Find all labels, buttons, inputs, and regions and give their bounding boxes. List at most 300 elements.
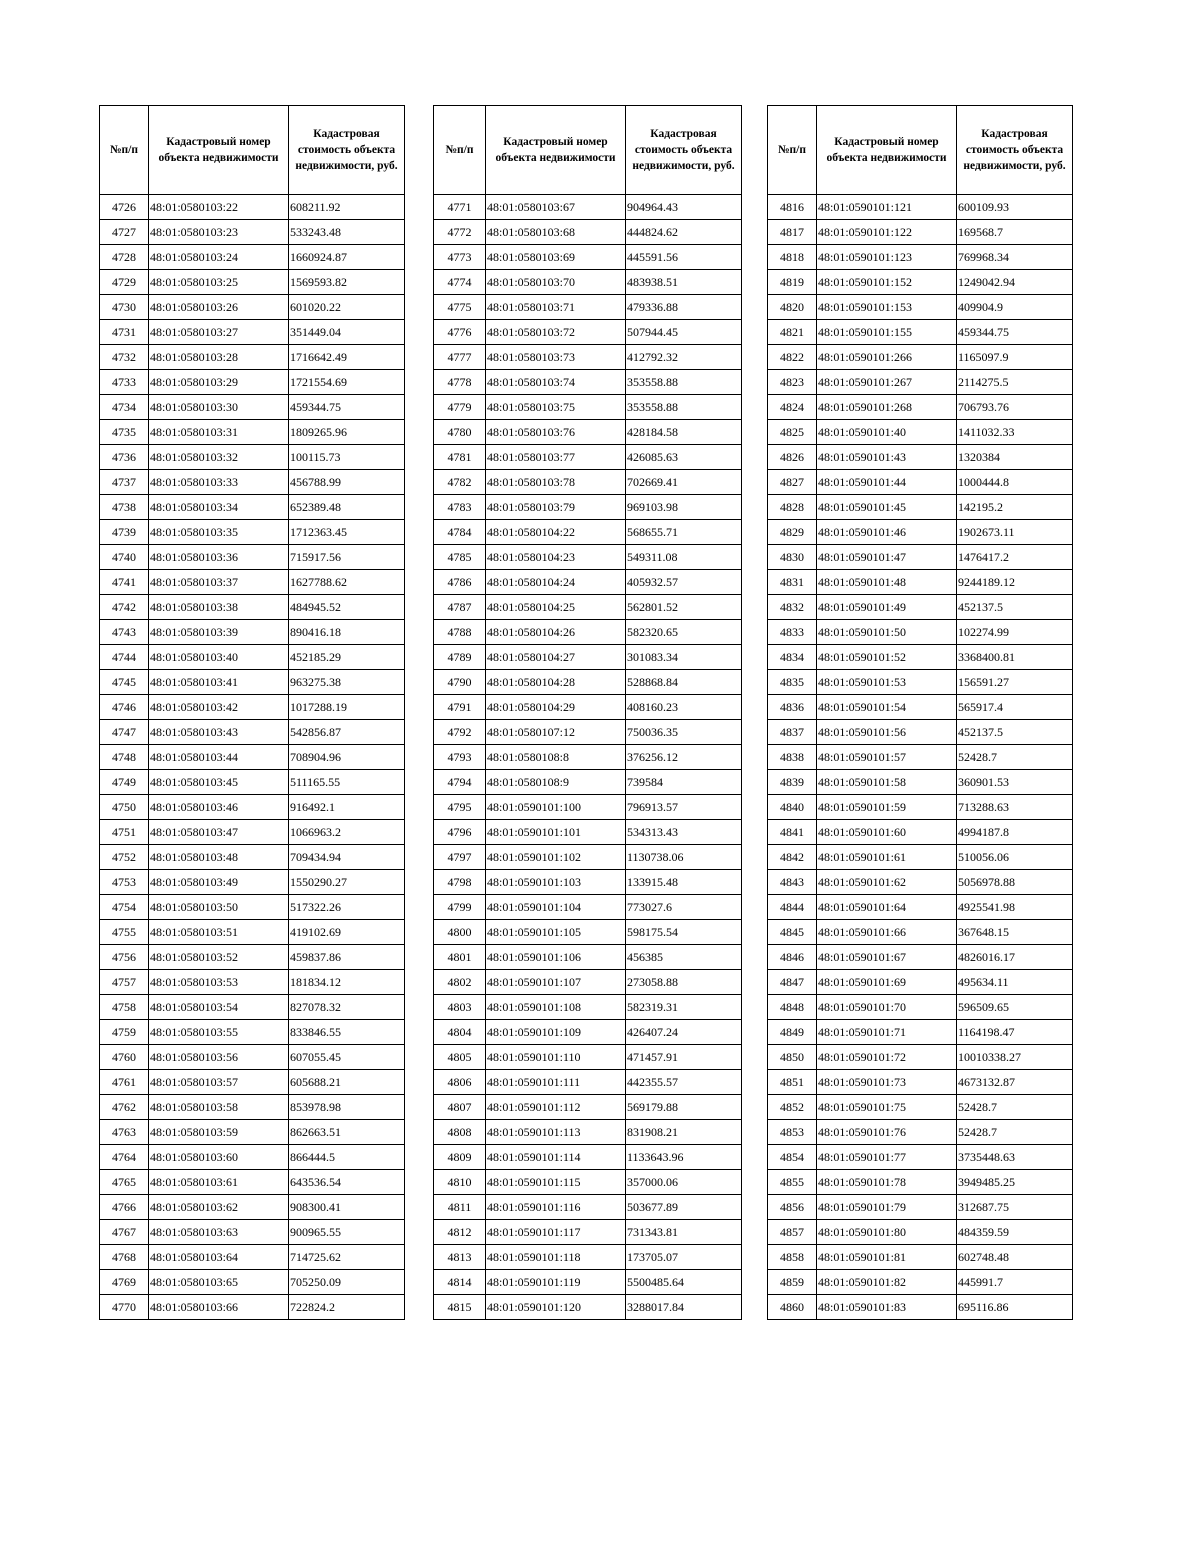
cadastral-value: 652389.48 (289, 495, 405, 520)
table-row (100, 770, 405, 795)
row-number: 4839 (768, 770, 817, 795)
cadastral-number: 48:01:0590101:61 (817, 845, 957, 870)
row-number: 4844 (768, 895, 817, 920)
table-row (768, 645, 1073, 670)
cadastral-number: 48:01:0580103:28 (149, 345, 289, 370)
cadastral-number: 48:01:0580103:58 (149, 1095, 289, 1120)
cadastral-number: 48:01:0580103:35 (149, 520, 289, 545)
row-number: 4808 (434, 1120, 486, 1145)
cadastral-number: 48:01:0580103:36 (149, 545, 289, 570)
cadastral-number: 48:01:0590101:152 (817, 270, 957, 295)
table-row (100, 1020, 405, 1045)
cadastral-number: 48:01:0590101:103 (486, 870, 626, 895)
table-row (768, 570, 1073, 595)
row-number: 4845 (768, 920, 817, 945)
cadastral-number: 48:01:0580103:67 (486, 195, 626, 220)
row-number: 4774 (434, 270, 486, 295)
cadastral-number: 48:01:0580103:56 (149, 1045, 289, 1070)
table-row (768, 495, 1073, 520)
cadastral-value: 503677.89 (626, 1195, 742, 1220)
cadastral-value: 1627788.62 (289, 570, 405, 595)
table-row (434, 370, 742, 395)
row-number: 4747 (100, 720, 149, 745)
table-row (434, 895, 742, 920)
row-number: 4743 (100, 620, 149, 645)
table-row (434, 570, 742, 595)
table-row (768, 320, 1073, 345)
cadastral-value: 9244189.12 (957, 570, 1073, 595)
cadastral-value: 534313.43 (626, 820, 742, 845)
row-number: 4760 (100, 1045, 149, 1070)
cadastral-value: 426407.24 (626, 1020, 742, 1045)
table-row (434, 420, 742, 445)
table-row (100, 470, 405, 495)
cadastral-number: 48:01:0580103:75 (486, 395, 626, 420)
cadastral-number: 48:01:0580103:45 (149, 770, 289, 795)
cadastral-number: 48:01:0580103:53 (149, 970, 289, 995)
table-body (768, 195, 1073, 1320)
cadastral-value: 582319.31 (626, 995, 742, 1020)
row-number: 4848 (768, 995, 817, 1020)
cadastral-value: 4925541.98 (957, 895, 1073, 920)
cadastral-value: 1550290.27 (289, 870, 405, 895)
cadastral-table-2 (433, 105, 742, 1320)
table-row (768, 620, 1073, 645)
cadastral-number: 48:01:0590101:122 (817, 220, 957, 245)
cadastral-value: 5056978.88 (957, 870, 1073, 895)
row-number: 4822 (768, 345, 817, 370)
row-number: 4755 (100, 920, 149, 945)
cadastral-value: 483938.51 (626, 270, 742, 295)
cadastral-number: 48:01:0590101:104 (486, 895, 626, 920)
row-number: 4838 (768, 745, 817, 770)
row-number: 4850 (768, 1045, 817, 1070)
row-number: 4751 (100, 820, 149, 845)
row-number: 4788 (434, 620, 486, 645)
header-cadastral-value: Кадастровая стоимость объекта недвижимости, руб. (626, 106, 742, 195)
cadastral-value: 419102.69 (289, 920, 405, 945)
row-number: 4852 (768, 1095, 817, 1120)
table-row (434, 820, 742, 845)
row-number: 4803 (434, 995, 486, 1020)
cadastral-value: 484359.59 (957, 1220, 1073, 1245)
table-row (768, 420, 1073, 445)
cadastral-number: 48:01:0580104:26 (486, 620, 626, 645)
table-row (434, 920, 742, 945)
cadastral-value: 353558.88 (626, 370, 742, 395)
row-number: 4860 (768, 1295, 817, 1320)
table-row (100, 1120, 405, 1145)
table-row (768, 695, 1073, 720)
row-number: 4834 (768, 645, 817, 670)
row-number: 4795 (434, 795, 486, 820)
cadastral-value: 1000444.8 (957, 470, 1073, 495)
cadastral-number: 48:01:0580103:59 (149, 1120, 289, 1145)
row-number: 4761 (100, 1070, 149, 1095)
row-number: 4781 (434, 445, 486, 470)
row-number: 4768 (100, 1245, 149, 1270)
row-number: 4787 (434, 595, 486, 620)
cadastral-number: 48:01:0580103:79 (486, 495, 626, 520)
cadastral-number: 48:01:0580108:9 (486, 770, 626, 795)
row-number: 4726 (100, 195, 149, 220)
cadastral-value: 471457.91 (626, 1045, 742, 1070)
cadastral-number: 48:01:0580103:29 (149, 370, 289, 395)
row-number: 4786 (434, 570, 486, 595)
cadastral-value: 715917.56 (289, 545, 405, 570)
cadastral-number: 48:01:0580103:26 (149, 295, 289, 320)
table-row (768, 745, 1073, 770)
table-row (434, 745, 742, 770)
row-number: 4846 (768, 945, 817, 970)
row-number: 4858 (768, 1245, 817, 1270)
cadastral-value: 908300.41 (289, 1195, 405, 1220)
cadastral-number: 48:01:0590101:112 (486, 1095, 626, 1120)
table-row (100, 1170, 405, 1195)
table-row (768, 1245, 1073, 1270)
row-number: 4830 (768, 545, 817, 570)
cadastral-value: 169568.7 (957, 220, 1073, 245)
cadastral-number: 48:01:0580103:27 (149, 320, 289, 345)
row-number: 4749 (100, 770, 149, 795)
cadastral-number: 48:01:0590101:58 (817, 770, 957, 795)
table-row (434, 1295, 742, 1320)
row-number: 4741 (100, 570, 149, 595)
cadastral-value: 569179.88 (626, 1095, 742, 1120)
cadastral-value: 452137.5 (957, 720, 1073, 745)
row-number: 4746 (100, 695, 149, 720)
row-number: 4731 (100, 320, 149, 345)
cadastral-number: 48:01:0580103:57 (149, 1070, 289, 1095)
row-number: 4800 (434, 920, 486, 945)
cadastral-value: 1411032.33 (957, 420, 1073, 445)
cadastral-number: 48:01:0580103:60 (149, 1145, 289, 1170)
row-number: 4824 (768, 395, 817, 420)
cadastral-number: 48:01:0580103:40 (149, 645, 289, 670)
cadastral-number: 48:01:0590101:70 (817, 995, 957, 1020)
table-row (100, 220, 405, 245)
cadastral-value: 456385 (626, 945, 742, 970)
row-number: 4823 (768, 370, 817, 395)
table-row (768, 245, 1073, 270)
cadastral-value: 739584 (626, 770, 742, 795)
header-cadastral-number: Кадастровый номер объекта недвижимости (486, 106, 626, 195)
cadastral-number: 48:01:0580103:71 (486, 295, 626, 320)
cadastral-value: 3368400.81 (957, 645, 1073, 670)
table-row (434, 795, 742, 820)
table-row (100, 445, 405, 470)
cadastral-number: 48:01:0580103:54 (149, 995, 289, 1020)
cadastral-number: 48:01:0590101:44 (817, 470, 957, 495)
cadastral-number: 48:01:0590101:153 (817, 295, 957, 320)
table-row (768, 1195, 1073, 1220)
cadastral-number: 48:01:0590101:111 (486, 1070, 626, 1095)
row-number: 4767 (100, 1220, 149, 1245)
row-number: 4763 (100, 1120, 149, 1145)
cadastral-number: 48:01:0590101:64 (817, 895, 957, 920)
cadastral-value: 866444.5 (289, 1145, 405, 1170)
cadastral-number: 48:01:0590101:43 (817, 445, 957, 470)
table-row (768, 370, 1073, 395)
row-number: 4805 (434, 1045, 486, 1070)
table-row (100, 970, 405, 995)
cadastral-number: 48:01:0580103:68 (486, 220, 626, 245)
cadastral-value: 1249042.94 (957, 270, 1073, 295)
table-row (768, 395, 1073, 420)
row-number: 4738 (100, 495, 149, 520)
cadastral-number: 48:01:0580103:70 (486, 270, 626, 295)
row-number: 4812 (434, 1220, 486, 1245)
table-row (768, 220, 1073, 245)
cadastral-number: 48:01:0590101:267 (817, 370, 957, 395)
cadastral-number: 48:01:0580103:34 (149, 495, 289, 520)
cadastral-value: 426085.63 (626, 445, 742, 470)
row-number: 4732 (100, 345, 149, 370)
cadastral-number: 48:01:0590101:52 (817, 645, 957, 670)
row-number: 4727 (100, 220, 149, 245)
row-number: 4837 (768, 720, 817, 745)
cadastral-number: 48:01:0590101:268 (817, 395, 957, 420)
row-number: 4820 (768, 295, 817, 320)
row-number: 4836 (768, 695, 817, 720)
cadastral-value: 408160.23 (626, 695, 742, 720)
cadastral-value: 833846.55 (289, 1020, 405, 1045)
table-row (100, 1295, 405, 1320)
row-number: 4854 (768, 1145, 817, 1170)
cadastral-value: 827078.32 (289, 995, 405, 1020)
table-row (434, 445, 742, 470)
row-number: 4842 (768, 845, 817, 870)
row-number: 4814 (434, 1270, 486, 1295)
cadastral-number: 48:01:0590101:50 (817, 620, 957, 645)
cadastral-number: 48:01:0580103:51 (149, 920, 289, 945)
row-number: 4825 (768, 420, 817, 445)
row-number: 4783 (434, 495, 486, 520)
table-row (100, 420, 405, 445)
row-number: 4853 (768, 1120, 817, 1145)
cadastral-number: 48:01:0590101:266 (817, 345, 957, 370)
cadastral-number: 48:01:0580103:74 (486, 370, 626, 395)
cadastral-number: 48:01:0590101:116 (486, 1195, 626, 1220)
table-row (768, 545, 1073, 570)
cadastral-number: 48:01:0590101:114 (486, 1145, 626, 1170)
cadastral-number: 48:01:0580103:49 (149, 870, 289, 895)
table-row (100, 495, 405, 520)
cadastral-value: 1716642.49 (289, 345, 405, 370)
row-number: 4859 (768, 1270, 817, 1295)
row-number: 4794 (434, 770, 486, 795)
row-number: 4826 (768, 445, 817, 470)
table-row (768, 920, 1073, 945)
table-row (434, 520, 742, 545)
cadastral-number: 48:01:0590101:83 (817, 1295, 957, 1320)
row-number: 4764 (100, 1145, 149, 1170)
table-row (434, 1070, 742, 1095)
table-row (434, 1245, 742, 1270)
cadastral-value: 643536.54 (289, 1170, 405, 1195)
cadastral-value: 708904.96 (289, 745, 405, 770)
cadastral-number: 48:01:0590101:123 (817, 245, 957, 270)
cadastral-number: 48:01:0580103:38 (149, 595, 289, 620)
table-row (768, 1095, 1073, 1120)
table-row (100, 1070, 405, 1095)
cadastral-value: 459344.75 (289, 395, 405, 420)
table-row (100, 1045, 405, 1070)
cadastral-number: 48:01:0580103:72 (486, 320, 626, 345)
table-row (434, 220, 742, 245)
table-row (434, 720, 742, 745)
cadastral-number: 48:01:0580103:73 (486, 345, 626, 370)
table-row (768, 720, 1073, 745)
cadastral-number: 48:01:0590101:60 (817, 820, 957, 845)
table-row (100, 995, 405, 1020)
cadastral-value: 1320384 (957, 445, 1073, 470)
cadastral-value: 52428.7 (957, 745, 1073, 770)
cadastral-number: 48:01:0590101:59 (817, 795, 957, 820)
cadastral-value: 353558.88 (626, 395, 742, 420)
table-row (768, 1270, 1073, 1295)
table-row (100, 695, 405, 720)
row-number: 4734 (100, 395, 149, 420)
row-number: 4757 (100, 970, 149, 995)
table-row (434, 1270, 742, 1295)
cadastral-value: 904964.43 (626, 195, 742, 220)
cadastral-number: 48:01:0580103:32 (149, 445, 289, 470)
table-row (100, 820, 405, 845)
cadastral-value: 607055.45 (289, 1045, 405, 1070)
cadastral-value: 52428.7 (957, 1095, 1073, 1120)
row-number: 4744 (100, 645, 149, 670)
cadastral-number: 48:01:0590101:155 (817, 320, 957, 345)
table-row (100, 345, 405, 370)
header-cadastral-number: Кадастровый номер объекта недвижимости (817, 106, 957, 195)
row-number: 4793 (434, 745, 486, 770)
row-number: 4754 (100, 895, 149, 920)
cadastral-number: 48:01:0590101:109 (486, 1020, 626, 1045)
cadastral-value: 796913.57 (626, 795, 742, 820)
cadastral-number: 48:01:0590101:48 (817, 570, 957, 595)
cadastral-value: 409904.9 (957, 295, 1073, 320)
row-number: 4737 (100, 470, 149, 495)
table-row (100, 320, 405, 345)
cadastral-value: 102274.99 (957, 620, 1073, 645)
cadastral-value: 750036.35 (626, 720, 742, 745)
row-number: 4847 (768, 970, 817, 995)
row-number: 4776 (434, 320, 486, 345)
cadastral-value: 412792.32 (626, 345, 742, 370)
cadastral-number: 48:01:0580103:52 (149, 945, 289, 970)
cadastral-value: 1164198.47 (957, 1020, 1073, 1045)
row-number: 4759 (100, 1020, 149, 1045)
cadastral-value: 459837.86 (289, 945, 405, 970)
table-row (100, 745, 405, 770)
cadastral-number: 48:01:0590101:100 (486, 795, 626, 820)
row-number: 4831 (768, 570, 817, 595)
cadastral-value: 367648.15 (957, 920, 1073, 945)
table-row (100, 920, 405, 945)
table-row (100, 1145, 405, 1170)
table-row (434, 1145, 742, 1170)
table-row (100, 520, 405, 545)
table-header-row (768, 106, 1073, 195)
cadastral-number: 48:01:0580103:39 (149, 620, 289, 645)
cadastral-value: 405932.57 (626, 570, 742, 595)
row-number: 4849 (768, 1020, 817, 1045)
table-row (434, 245, 742, 270)
cadastral-number: 48:01:0590101:80 (817, 1220, 957, 1245)
cadastral-number: 48:01:0580103:61 (149, 1170, 289, 1195)
row-number: 4816 (768, 195, 817, 220)
cadastral-number: 48:01:0590101:102 (486, 845, 626, 870)
cadastral-number: 48:01:0590101:66 (817, 920, 957, 945)
cadastral-value: 507944.45 (626, 320, 742, 345)
table-row (768, 1120, 1073, 1145)
table-row (100, 620, 405, 645)
table-row (768, 970, 1073, 995)
row-number: 4815 (434, 1295, 486, 1320)
cadastral-number: 48:01:0580103:22 (149, 195, 289, 220)
row-number: 4728 (100, 245, 149, 270)
table-row (100, 270, 405, 295)
row-number: 4729 (100, 270, 149, 295)
cadastral-value: 442355.57 (626, 1070, 742, 1095)
table-row (434, 645, 742, 670)
header-number: №п/п (768, 106, 817, 195)
cadastral-value: 1660924.87 (289, 245, 405, 270)
cadastral-value: 10010338.27 (957, 1045, 1073, 1070)
table-row (434, 945, 742, 970)
table-row (768, 345, 1073, 370)
cadastral-number: 48:01:0580103:25 (149, 270, 289, 295)
table-row (768, 1045, 1073, 1070)
table-row (100, 245, 405, 270)
table-row (434, 995, 742, 1020)
cadastral-number: 48:01:0580103:69 (486, 245, 626, 270)
cadastral-value: 52428.7 (957, 1120, 1073, 1145)
row-number: 4762 (100, 1095, 149, 1120)
cadastral-value: 351449.04 (289, 320, 405, 345)
table-row (434, 320, 742, 345)
cadastral-number: 48:01:0590101:57 (817, 745, 957, 770)
row-number: 4748 (100, 745, 149, 770)
cadastral-number: 48:01:0590101:119 (486, 1270, 626, 1295)
table-body (434, 195, 742, 1320)
cadastral-value: 511165.55 (289, 770, 405, 795)
row-number: 4802 (434, 970, 486, 995)
row-number: 4821 (768, 320, 817, 345)
cadastral-number: 48:01:0580103:77 (486, 445, 626, 470)
row-number: 4791 (434, 695, 486, 720)
cadastral-value: 484945.52 (289, 595, 405, 620)
table-row (434, 470, 742, 495)
row-number: 4799 (434, 895, 486, 920)
cadastral-value: 598175.54 (626, 920, 742, 945)
table-row (434, 1170, 742, 1195)
cadastral-value: 600109.93 (957, 195, 1073, 220)
cadastral-value: 582320.65 (626, 620, 742, 645)
cadastral-value: 773027.6 (626, 895, 742, 920)
cadastral-number: 48:01:0590101:101 (486, 820, 626, 845)
row-number: 4780 (434, 420, 486, 445)
table-row (434, 1045, 742, 1070)
cadastral-number: 48:01:0590101:120 (486, 1295, 626, 1320)
cadastral-number: 48:01:0580104:28 (486, 670, 626, 695)
row-number: 4841 (768, 820, 817, 845)
cadastral-number: 48:01:0580103:30 (149, 395, 289, 420)
table-row (100, 1245, 405, 1270)
cadastral-value: 831908.21 (626, 1120, 742, 1145)
table-row (768, 845, 1073, 870)
